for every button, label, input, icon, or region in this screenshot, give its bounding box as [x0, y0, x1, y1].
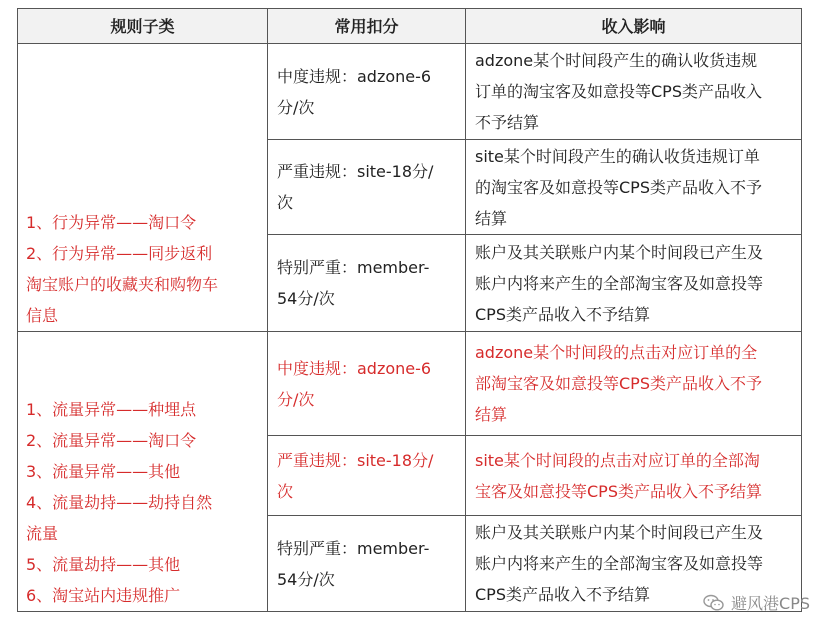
deduction-line: 特别严重：member-	[277, 258, 430, 277]
deduction-cell	[268, 436, 466, 516]
deduction-cell	[268, 332, 466, 436]
income-cell	[466, 44, 802, 140]
income-line: 结算	[475, 208, 508, 228]
watermark-text: 避风港CPS	[731, 594, 810, 613]
income-line: 账户及其关联账户内某个时间段已产生及	[475, 242, 764, 262]
category-cell-behavior	[18, 44, 268, 332]
category-line: 3、流量异常——其他	[26, 462, 181, 481]
category-line: 1、行为异常——淘口令	[26, 213, 197, 232]
header-income-impact: 收入影响	[466, 9, 802, 44]
income-line: 订单的淘宝客及如意投等CPS类产品收入	[475, 82, 762, 101]
income-cell	[466, 436, 802, 516]
category-line: 信息	[26, 306, 59, 325]
deduction-cell	[268, 44, 466, 140]
income-line: adzone某个时间段产生的确认收货违规	[475, 51, 758, 70]
income-line: site某个时间段产生的确认收货违规订单	[475, 146, 760, 166]
category-line: 4、流量劫持——劫持自然	[26, 493, 213, 512]
income-line: 账户内将来产生的全部淘宝客及如意投等	[475, 273, 764, 293]
income-line: 不予结算	[475, 113, 540, 132]
income-line: 账户内将来产生的全部淘宝客及如意投等	[475, 554, 764, 573]
category-line: 淘宝账户的收藏夹和购物车	[26, 275, 219, 294]
watermark	[703, 591, 810, 614]
wechat-icon	[703, 594, 725, 612]
income-line: adzone某个时间段的点击对应订单的全	[475, 343, 758, 362]
rules-table	[17, 8, 802, 612]
deduction-line: 严重违规：site-18分/	[277, 162, 434, 181]
income-line: 账户及其关联账户内某个时间段已产生及	[475, 523, 764, 542]
deduction-line: 54分/次	[277, 289, 335, 308]
category-line: 2、流量异常——淘口令	[26, 431, 197, 450]
category-line: 1、流量异常——种埋点	[26, 400, 197, 419]
deduction-cell	[268, 235, 466, 332]
income-line: 部淘宝客及如意投等CPS类产品收入不予	[475, 374, 762, 393]
income-line: CPS类产品收入不予结算	[475, 304, 650, 324]
income-line: 的淘宝客及如意投等CPS类产品收入不予	[475, 177, 762, 197]
deduction-line: 次	[277, 193, 294, 212]
header-common-deduction: 常用扣分	[268, 9, 466, 44]
income-line: CPS类产品收入不予结算	[475, 585, 650, 604]
table-row	[18, 332, 802, 436]
deduction-cell	[268, 140, 466, 235]
income-line: 宝客及如意投等CPS类产品收入不予结算	[475, 481, 762, 501]
deduction-cell	[268, 516, 466, 612]
category-line: 5、流量劫持——其他	[26, 555, 181, 574]
deduction-line: 次	[277, 481, 294, 501]
table-row	[18, 44, 802, 140]
income-cell	[466, 235, 802, 332]
deduction-line: 严重违规：site-18分/	[277, 450, 434, 470]
header-rule-subcategory: 规则子类	[18, 9, 268, 44]
income-line: 结算	[475, 405, 508, 424]
deduction-line: 中度违规：adzone-6	[277, 358, 432, 378]
category-line: 流量	[26, 524, 59, 543]
deduction-line: 中度违规：adzone-6	[277, 66, 432, 86]
income-line: site某个时间段的点击对应订单的全部淘	[475, 450, 760, 470]
deduction-line: 分/次	[277, 389, 315, 409]
header-row	[18, 9, 802, 44]
deduction-line: 分/次	[277, 97, 315, 117]
income-cell	[466, 140, 802, 235]
category-cell-traffic	[18, 332, 268, 612]
income-cell	[466, 332, 802, 436]
deduction-line: 54分/次	[277, 569, 335, 589]
deduction-line: 特别严重：member-	[277, 538, 430, 558]
category-line: 2、行为异常——同步返利	[26, 244, 213, 263]
category-line: 6、淘宝站内违规推广	[26, 586, 181, 605]
